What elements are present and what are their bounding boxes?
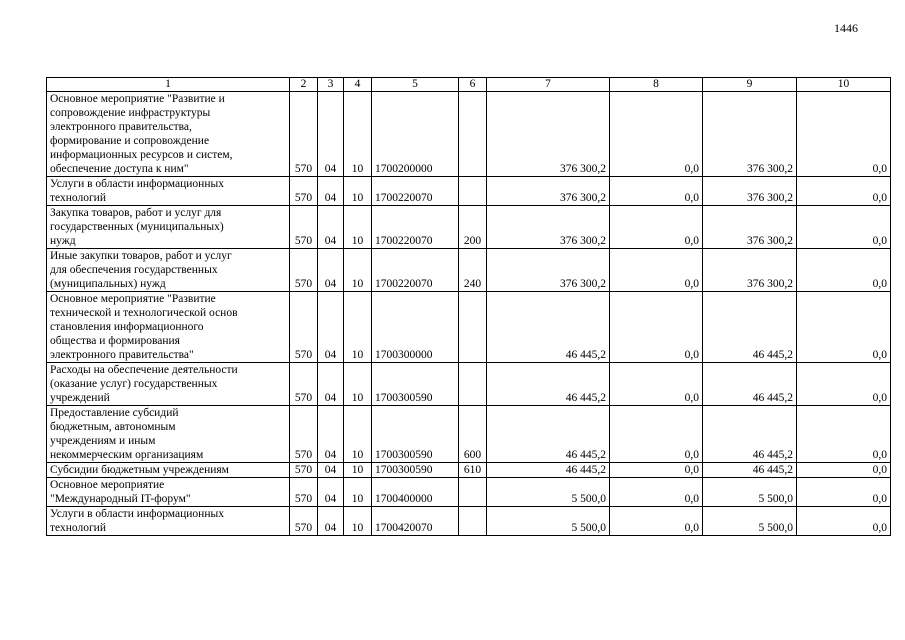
row-description xyxy=(47,249,290,292)
code-section-cell: 04 xyxy=(318,363,344,406)
expense-type-cell xyxy=(459,292,487,363)
code-admin-cell: 570 xyxy=(290,92,318,177)
column-header: 7 xyxy=(487,78,610,92)
amount-cell: 46 445,2 xyxy=(703,406,797,463)
amount-cell: 46 445,2 xyxy=(487,463,610,478)
description-line: бюджетным, автономным xyxy=(50,421,176,433)
amount-cell: 376 300,2 xyxy=(703,206,797,249)
code-subsection-cell: 10 xyxy=(344,463,372,478)
amount-cell: 0,0 xyxy=(797,463,891,478)
code-section-cell: 04 xyxy=(318,463,344,478)
target-article-cell: 1700220070 xyxy=(372,249,459,292)
amount-cell: 46 445,2 xyxy=(703,463,797,478)
table-row xyxy=(47,177,891,206)
table-row xyxy=(47,249,891,292)
target-article-cell: 1700300590 xyxy=(372,406,459,463)
expense-type-cell: 200 xyxy=(459,206,487,249)
expense-type-cell xyxy=(459,507,487,536)
table-row xyxy=(47,292,891,363)
description-line: (муниципальных) нужд xyxy=(50,278,166,290)
table-row xyxy=(47,92,891,177)
amount-cell: 5 500,0 xyxy=(703,507,797,536)
row-description xyxy=(47,507,290,536)
target-article-cell: 1700220070 xyxy=(372,206,459,249)
expense-type-cell xyxy=(459,92,487,177)
description-line: (оказание услуг) государственных xyxy=(50,378,218,390)
description-line: электронного правительства" xyxy=(50,349,194,361)
code-subsection-cell: 10 xyxy=(344,478,372,507)
description-line: учреждений xyxy=(50,392,110,404)
amount-cell: 46 445,2 xyxy=(487,363,610,406)
amount-cell: 0,0 xyxy=(797,292,891,363)
target-article-cell: 1700200000 xyxy=(372,92,459,177)
amount-cell: 0,0 xyxy=(610,92,703,177)
code-section-cell: 04 xyxy=(318,249,344,292)
code-section-cell: 04 xyxy=(318,406,344,463)
expense-type-cell: 610 xyxy=(459,463,487,478)
code-section-cell: 04 xyxy=(318,478,344,507)
description-line: государственных (муниципальных) xyxy=(50,221,224,233)
column-header: 10 xyxy=(797,78,891,92)
amount-cell: 5 500,0 xyxy=(487,478,610,507)
amount-cell: 0,0 xyxy=(610,363,703,406)
column-header: 3 xyxy=(318,78,344,92)
description-line: Основное мероприятие "Развитие xyxy=(50,293,216,305)
column-header: 8 xyxy=(610,78,703,92)
code-section-cell: 04 xyxy=(318,206,344,249)
amount-cell: 5 500,0 xyxy=(703,478,797,507)
amount-cell: 0,0 xyxy=(797,507,891,536)
column-header: 6 xyxy=(459,78,487,92)
expense-type-cell xyxy=(459,177,487,206)
amount-cell: 0,0 xyxy=(610,463,703,478)
expense-type-cell: 600 xyxy=(459,406,487,463)
code-admin-cell: 570 xyxy=(290,507,318,536)
code-subsection-cell: 10 xyxy=(344,92,372,177)
description-line: Услуги в области информационных xyxy=(50,508,224,520)
page-number: 1446 xyxy=(834,21,858,35)
code-admin-cell: 570 xyxy=(290,478,318,507)
amount-cell: 0,0 xyxy=(797,406,891,463)
code-subsection-cell: 10 xyxy=(344,363,372,406)
code-admin-cell: 570 xyxy=(290,177,318,206)
target-article-cell: 1700300590 xyxy=(372,363,459,406)
amount-cell: 0,0 xyxy=(610,478,703,507)
expense-type-cell: 240 xyxy=(459,249,487,292)
code-admin-cell: 570 xyxy=(290,363,318,406)
code-admin-cell: 570 xyxy=(290,249,318,292)
amount-cell: 0,0 xyxy=(797,478,891,507)
amount-cell: 376 300,2 xyxy=(487,206,610,249)
description-line: учреждениям и иным xyxy=(50,435,156,447)
code-subsection-cell: 10 xyxy=(344,249,372,292)
amount-cell: 0,0 xyxy=(610,292,703,363)
amount-cell: 376 300,2 xyxy=(487,249,610,292)
description-line: обеспечение доступа к ним" xyxy=(50,163,189,175)
code-section-cell: 04 xyxy=(318,507,344,536)
target-article-cell: 1700300590 xyxy=(372,463,459,478)
description-line: информационных ресурсов и систем, xyxy=(50,149,233,161)
code-subsection-cell: 10 xyxy=(344,206,372,249)
expense-type-cell xyxy=(459,478,487,507)
amount-cell: 0,0 xyxy=(610,206,703,249)
amount-cell: 376 300,2 xyxy=(703,92,797,177)
description-line: Услуги в области информационных xyxy=(50,178,224,190)
amount-cell: 376 300,2 xyxy=(703,177,797,206)
description-line: Основное мероприятие xyxy=(50,479,165,491)
row-description xyxy=(47,206,290,249)
column-header: 5 xyxy=(372,78,459,92)
amount-cell: 0,0 xyxy=(610,507,703,536)
amount-cell: 0,0 xyxy=(797,363,891,406)
amount-cell: 46 445,2 xyxy=(703,292,797,363)
code-section-cell: 04 xyxy=(318,92,344,177)
code-admin-cell: 570 xyxy=(290,463,318,478)
amount-cell: 5 500,0 xyxy=(487,507,610,536)
description-line: технологий xyxy=(50,522,106,534)
row-description xyxy=(47,92,290,177)
table-row xyxy=(47,406,891,463)
amount-cell: 46 445,2 xyxy=(487,292,610,363)
code-section-cell: 04 xyxy=(318,292,344,363)
code-admin-cell: 570 xyxy=(290,292,318,363)
amount-cell: 0,0 xyxy=(797,249,891,292)
row-description xyxy=(47,463,290,478)
target-article-cell: 1700220070 xyxy=(372,177,459,206)
description-line: формирование и сопровождение xyxy=(50,135,210,147)
table-row xyxy=(47,363,891,406)
code-admin-cell: 570 xyxy=(290,406,318,463)
amount-cell: 46 445,2 xyxy=(487,406,610,463)
description-line: "Международный IT-форум" xyxy=(50,493,191,505)
description-line: Предоставление субсидий xyxy=(50,407,179,419)
description-line: Субсидии бюджетным учреждениям xyxy=(50,464,229,476)
code-admin-cell: 570 xyxy=(290,206,318,249)
table-row xyxy=(47,206,891,249)
description-line: технологий xyxy=(50,192,106,204)
table-row xyxy=(47,463,891,478)
row-description xyxy=(47,292,290,363)
description-line: электронного правительства, xyxy=(50,121,192,133)
target-article-cell: 1700420070 xyxy=(372,507,459,536)
code-subsection-cell: 10 xyxy=(344,507,372,536)
amount-cell: 0,0 xyxy=(797,206,891,249)
amount-cell: 0,0 xyxy=(797,177,891,206)
amount-cell: 376 300,2 xyxy=(487,92,610,177)
code-subsection-cell: 10 xyxy=(344,406,372,463)
expense-type-cell xyxy=(459,363,487,406)
description-line: становления информационного xyxy=(50,321,204,333)
amount-cell: 376 300,2 xyxy=(487,177,610,206)
amount-cell: 0,0 xyxy=(610,406,703,463)
description-line: нужд xyxy=(50,235,76,247)
code-subsection-cell: 10 xyxy=(344,292,372,363)
amount-cell: 0,0 xyxy=(610,177,703,206)
row-description xyxy=(47,406,290,463)
description-line: Расходы на обеспечение деятельности xyxy=(50,364,238,376)
description-line: общества и формирования xyxy=(50,335,180,347)
column-number-header-row xyxy=(47,78,891,92)
budget-table xyxy=(46,77,891,536)
description-line: некоммерческим организациям xyxy=(50,449,204,461)
amount-cell: 376 300,2 xyxy=(703,249,797,292)
amount-cell: 0,0 xyxy=(610,249,703,292)
amount-cell: 0,0 xyxy=(797,92,891,177)
column-header: 4 xyxy=(344,78,372,92)
row-description xyxy=(47,177,290,206)
table-row xyxy=(47,507,891,536)
target-article-cell: 1700400000 xyxy=(372,478,459,507)
column-header: 1 xyxy=(47,78,290,92)
column-header: 2 xyxy=(290,78,318,92)
description-line: Основное мероприятие "Развитие и xyxy=(50,93,225,105)
code-subsection-cell: 10 xyxy=(344,177,372,206)
description-line: Иные закупки товаров, работ и услуг xyxy=(50,250,232,262)
column-header: 9 xyxy=(703,78,797,92)
description-line: сопровождение инфраструктуры xyxy=(50,107,211,119)
target-article-cell: 1700300000 xyxy=(372,292,459,363)
description-line: Закупка товаров, работ и услуг для xyxy=(50,207,222,219)
table-row xyxy=(47,478,891,507)
description-line: технической и технологической основ xyxy=(50,307,238,319)
description-line: для обеспечения государственных xyxy=(50,264,218,276)
row-description xyxy=(47,363,290,406)
code-section-cell: 04 xyxy=(318,177,344,206)
amount-cell: 46 445,2 xyxy=(703,363,797,406)
row-description xyxy=(47,478,290,507)
